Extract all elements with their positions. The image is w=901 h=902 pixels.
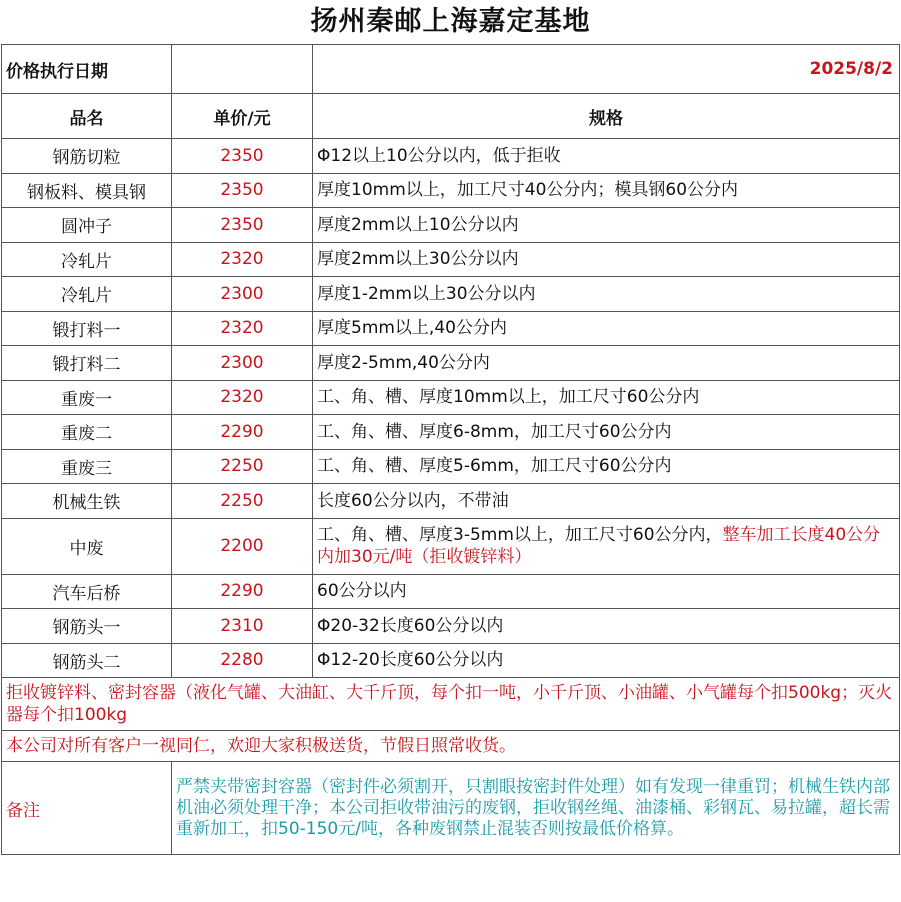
item-price: 2350 <box>172 173 313 208</box>
item-name: 重废二 <box>2 415 172 450</box>
table-row <box>2 449 900 484</box>
item-name: 钢筋切粒 <box>2 139 172 174</box>
date-empty-cell <box>172 45 313 94</box>
item-price: 2310 <box>172 609 313 644</box>
item-name: 钢筋头一 <box>2 609 172 644</box>
item-name: 机械生铁 <box>2 484 172 519</box>
table-row <box>2 380 900 415</box>
item-spec <box>313 518 900 574</box>
notice-reject-text: 拒收镀锌料、密封容器（液化气罐、大油缸、大千斤顶，每个扣一吨，小千斤顶、小油罐、小气罐每个扣500kg；灭火器每个扣100kg <box>2 678 900 731</box>
item-spec: 厚度5mm以上,40公分内 <box>313 311 900 346</box>
item-spec: Φ12以上10公分以内，低于拒收 <box>313 139 900 174</box>
notice-policy-text: 本公司对所有客户一视同仁，欢迎大家积极送货，节假日照常收货。 <box>2 731 900 762</box>
item-name: 钢板料、模具钢 <box>2 173 172 208</box>
item-name: 中废 <box>2 518 172 574</box>
item-price: 2280 <box>172 643 313 678</box>
table-row <box>2 484 900 519</box>
item-spec: 工、角、槽、厚度10mm以上，加工尺寸60公分内 <box>313 380 900 415</box>
table-row <box>2 242 900 277</box>
table-row <box>2 346 900 381</box>
item-price: 2320 <box>172 380 313 415</box>
price-table <box>1 44 900 855</box>
table-row <box>2 415 900 450</box>
table-row <box>2 643 900 678</box>
item-name: 重废三 <box>2 449 172 484</box>
item-name: 锻打料一 <box>2 311 172 346</box>
item-spec: 厚度2mm以上10公分以内 <box>313 208 900 243</box>
remark-row <box>2 762 900 855</box>
item-spec: Φ12-20长度60公分以内 <box>313 643 900 678</box>
item-name: 锻打料二 <box>2 346 172 381</box>
item-price: 2320 <box>172 242 313 277</box>
header-price: 单价/元 <box>172 94 313 139</box>
date-row <box>2 45 900 94</box>
item-price: 2250 <box>172 449 313 484</box>
item-spec: Φ20-32长度60公分以内 <box>313 609 900 644</box>
header-row <box>2 94 900 139</box>
remark-text: 严禁夹带密封容器（密封件必须割开，只割眼按密封件处理）如有发现一律重罚；机械生铁内部机油必须处理干净；本公司拒收带油污的废钢，拒收钢丝绳、油漆桶、彩钢瓦、易拉罐，超长需重新加工，扣50-150元/吨，各种废钢禁止混装否则按最低价格算。 <box>172 762 900 855</box>
header-spec: 规格 <box>313 94 900 139</box>
item-spec: 工、角、槽、厚度5-6mm，加工尺寸60公分内 <box>313 449 900 484</box>
item-name: 重废一 <box>2 380 172 415</box>
remark-label: 备注 <box>2 762 172 855</box>
table-row <box>2 208 900 243</box>
notice-row-1 <box>2 678 900 731</box>
item-name: 冷轧片 <box>2 242 172 277</box>
item-price: 2350 <box>172 139 313 174</box>
item-name: 冷轧片 <box>2 277 172 312</box>
item-price: 2250 <box>172 484 313 519</box>
effective-date: 2025/8/2 <box>313 45 900 94</box>
item-spec: 厚度2-5mm,40公分内 <box>313 346 900 381</box>
item-price: 2300 <box>172 346 313 381</box>
table-row <box>2 311 900 346</box>
sheet-title: 扬州秦邮上海嘉定基地 <box>310 6 591 37</box>
item-spec: 长度60公分以内，不带油 <box>313 484 900 519</box>
item-spec: 厚度1-2mm以上30公分以内 <box>313 277 900 312</box>
item-spec-text: 工、角、槽、厚度3-5mm以上，加工尺寸60公分内， <box>317 525 723 545</box>
item-spec: 60公分以内 <box>313 574 900 609</box>
table-row <box>2 518 900 574</box>
header-name: 品名 <box>2 94 172 139</box>
item-spec: 厚度10mm以上，加工尺寸40公分内；模具钢60公分内 <box>313 173 900 208</box>
item-price: 2290 <box>172 574 313 609</box>
item-name: 圆冲子 <box>2 208 172 243</box>
table-row <box>2 609 900 644</box>
item-price: 2320 <box>172 311 313 346</box>
item-price: 2350 <box>172 208 313 243</box>
item-name: 汽车后桥 <box>2 574 172 609</box>
item-spec: 工、角、槽、厚度6-8mm，加工尺寸60公分内 <box>313 415 900 450</box>
table-row <box>2 277 900 312</box>
item-spec: 厚度2mm以上30公分以内 <box>313 242 900 277</box>
date-label: 价格执行日期 <box>2 45 172 94</box>
table-row <box>2 139 900 174</box>
notice-row-2 <box>2 731 900 762</box>
item-price: 2200 <box>172 518 313 574</box>
item-price: 2290 <box>172 415 313 450</box>
item-price: 2300 <box>172 277 313 312</box>
table-row <box>2 173 900 208</box>
item-name: 钢筋头二 <box>2 643 172 678</box>
item-spec-red-note: 整车加工长度40公分内加30元/吨（拒收镀锌料） <box>317 525 881 567</box>
table-row <box>2 574 900 609</box>
